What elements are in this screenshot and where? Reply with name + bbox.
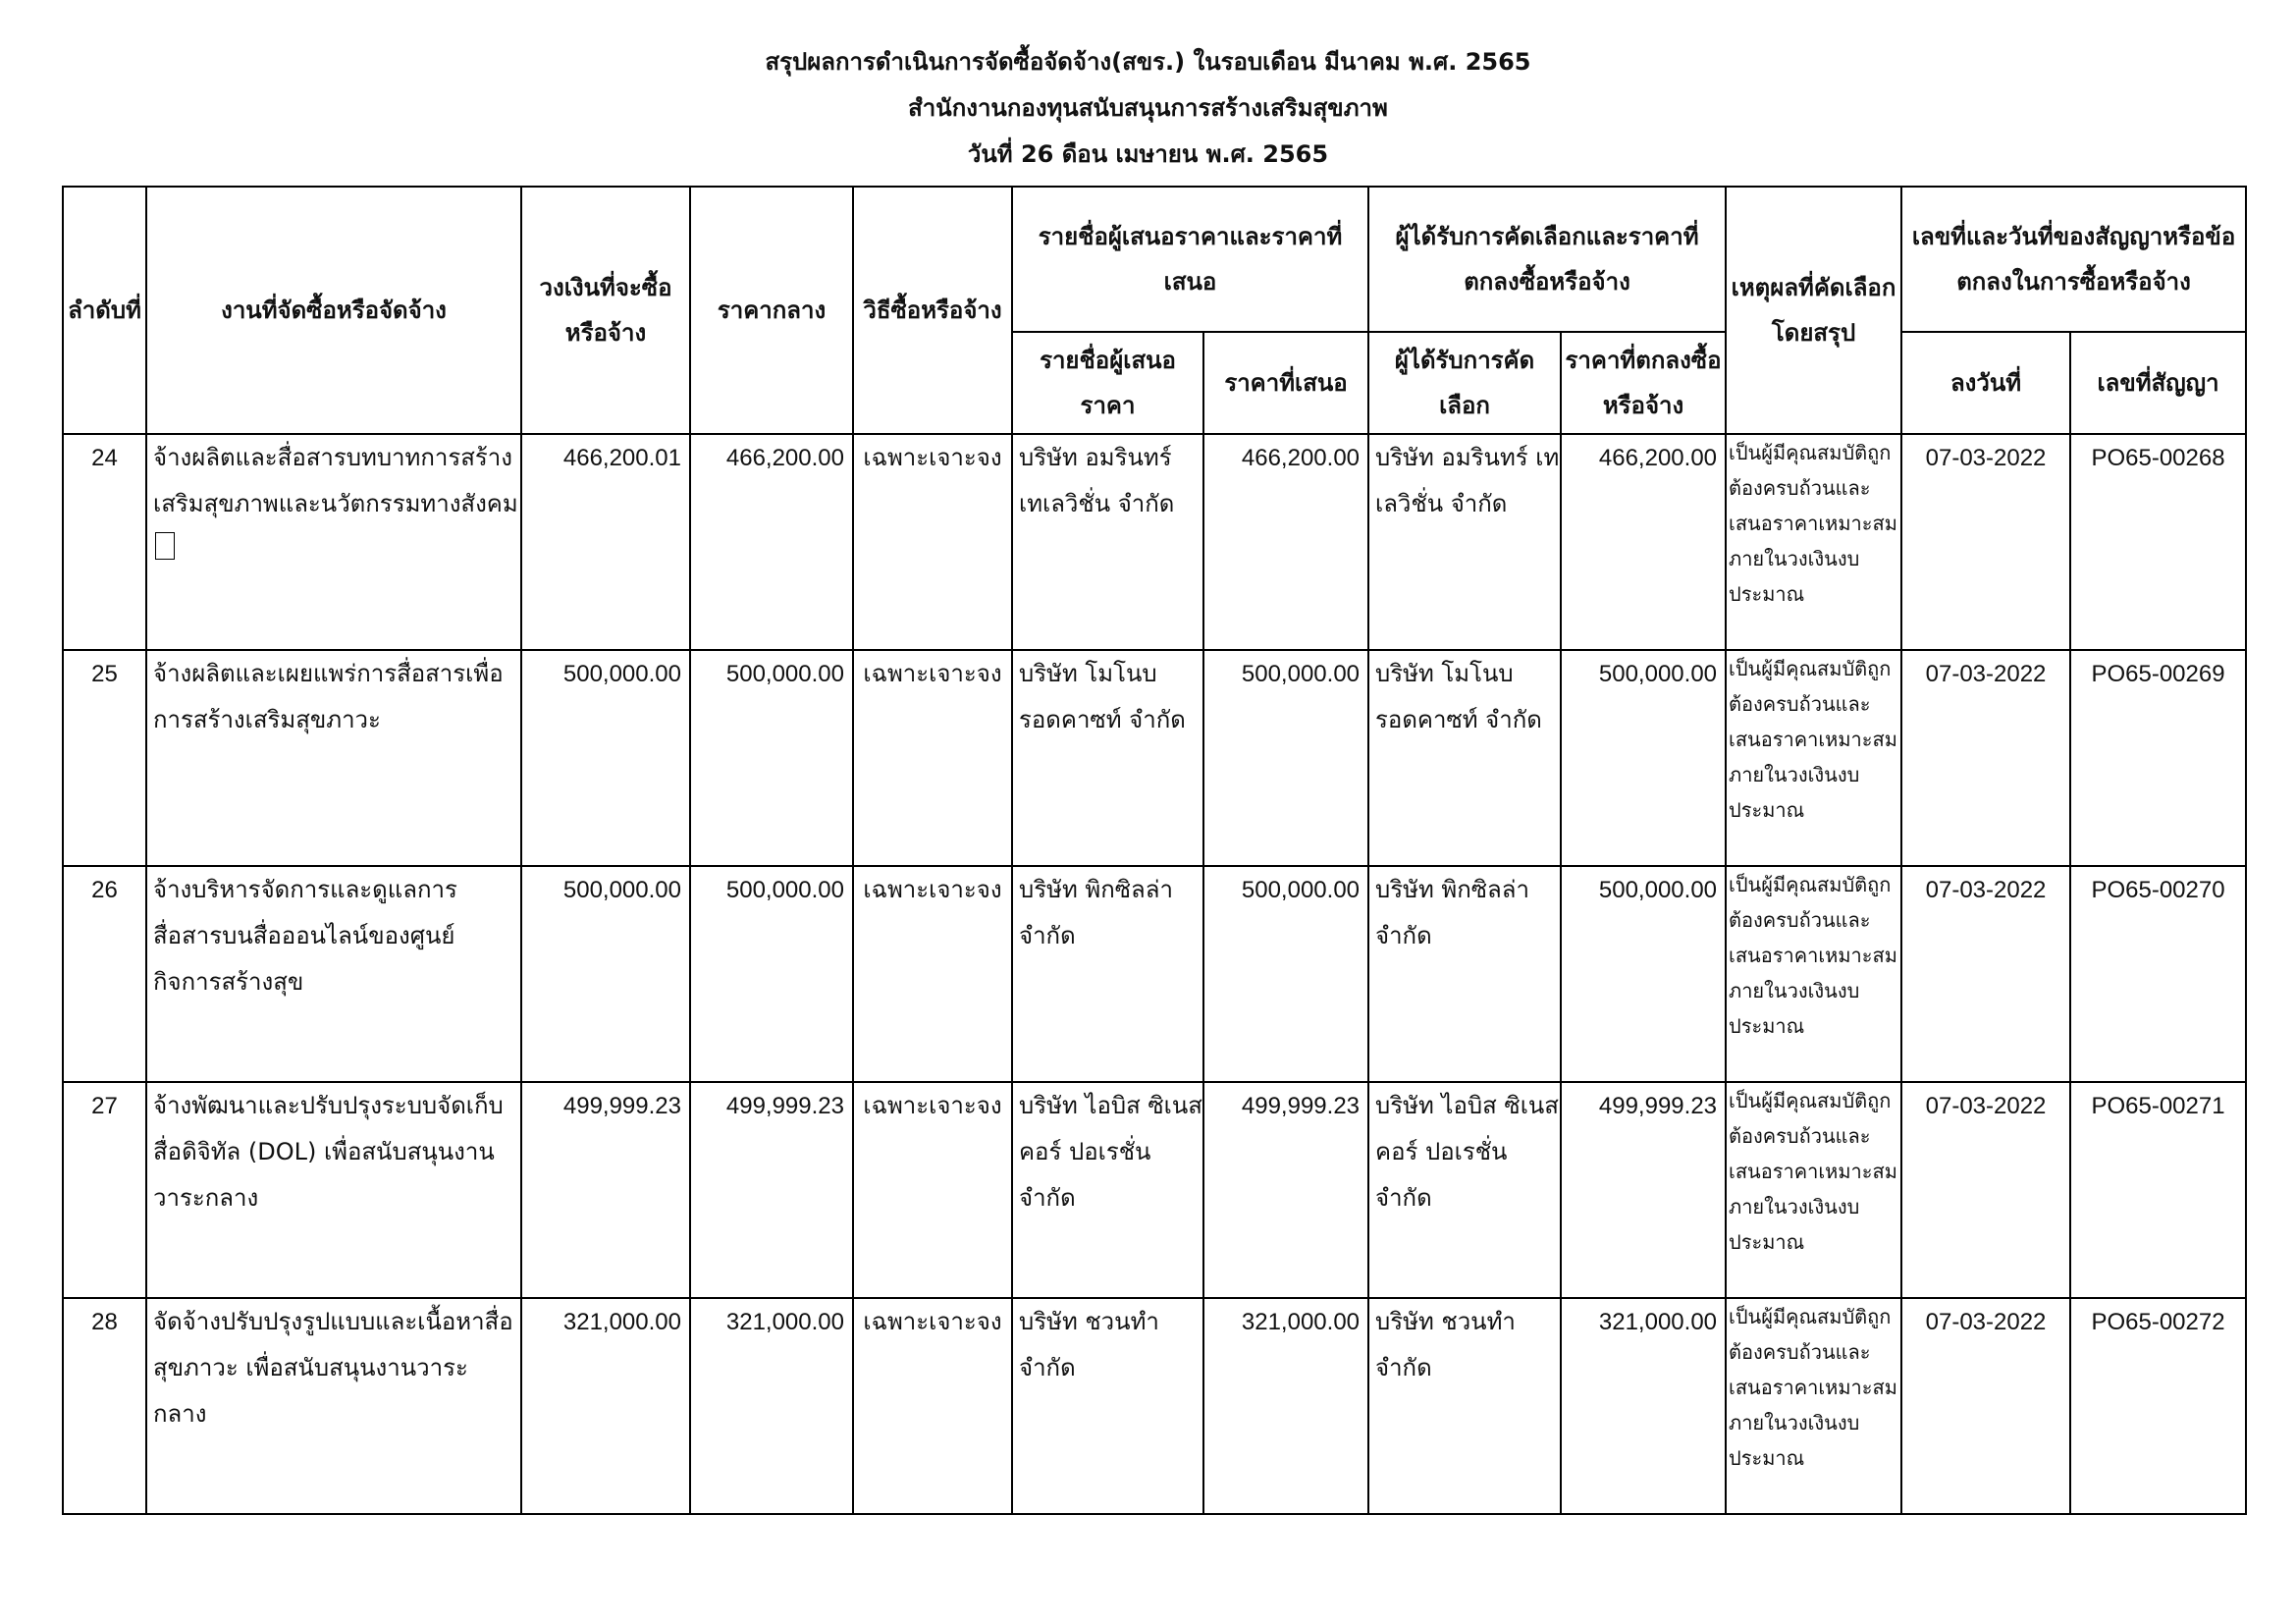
col-header-budget: วงเงินที่จะซื้อหรือจ้าง	[521, 187, 690, 434]
cell-work-text: จ้างผลิตและสื่อสารบทบาทการสร้างเสริมสุขภาพและนวัตกรรมทางสังคม	[153, 444, 518, 517]
col-header-agreed-price: ราคาที่ตกลงซื้อหรือจ้าง	[1561, 332, 1726, 434]
cell-budget: 500,000.00	[521, 650, 690, 866]
cell-bid-price: 499,999.23	[1203, 1082, 1368, 1298]
cell-median: 321,000.00	[690, 1298, 853, 1514]
cell-no: 28	[63, 1298, 146, 1514]
cell-contract-no: PO65-00272	[2070, 1298, 2246, 1514]
cell-contract-no: PO65-00268	[2070, 434, 2246, 650]
col-header-no: ลำดับที่	[63, 187, 146, 434]
col-header-contract-no: เลขที่สัญญา	[2070, 332, 2246, 434]
cell-bidder: บริษัท ไอบิส ซิเนส คอร์ ปอเรชั่น จำกัด	[1012, 1082, 1203, 1298]
cell-budget: 466,200.01	[521, 434, 690, 650]
cell-date: 07-03-2022	[1901, 1298, 2070, 1514]
cell-no: 27	[63, 1082, 146, 1298]
cell-median: 500,000.00	[690, 650, 853, 866]
cell-date: 07-03-2022	[1901, 866, 2070, 1082]
cell-agreed-price: 466,200.00	[1561, 434, 1726, 650]
cell-no: 26	[63, 866, 146, 1082]
header-date: วันที่ 26 ดือน เมษายน พ.ศ. 2565	[967, 140, 1329, 168]
cell-reason: เป็นผู้มีคุณสมบัติถูกต้องครบถ้วนและเสนอราคาเหมาะสมภายในวงเงินงบประมาณ	[1726, 1298, 1901, 1514]
cell-selected: บริษัท โมโนบ รอดคาซท์ จำกัด	[1368, 650, 1561, 866]
cell-bid-price: 466,200.00	[1203, 434, 1368, 650]
col-header-selected-name: ผู้ได้รับการคัดเลือก	[1368, 332, 1561, 434]
header-organization: สำนักงานกองทุนสนับสนุนการสร้างเสริมสุขภาพ	[908, 94, 1388, 122]
cell-budget: 500,000.00	[521, 866, 690, 1082]
table-row	[63, 650, 2246, 866]
cell-agreed-price: 499,999.23	[1561, 1082, 1726, 1298]
cell-method: เฉพาะเจาะจง	[853, 1298, 1012, 1514]
cell-budget: 321,000.00	[521, 1298, 690, 1514]
cell-reason: เป็นผู้มีคุณสมบัติถูกต้องครบถ้วนและเสนอราคาเหมาะสมภายในวงเงินงบประมาณ	[1726, 1082, 1901, 1298]
cell-median: 500,000.00	[690, 866, 853, 1082]
cell-method: เฉพาะเจาะจง	[853, 434, 1012, 650]
cell-budget: 499,999.23	[521, 1082, 690, 1298]
cell-bidder: บริษัท ชวนทำ จำกัด	[1012, 1298, 1203, 1514]
cell-agreed-price: 500,000.00	[1561, 650, 1726, 866]
cell-work	[146, 434, 521, 650]
col-header-bid-price: ราคาที่เสนอ	[1203, 332, 1368, 434]
cell-no: 25	[63, 650, 146, 866]
table-row	[63, 434, 2246, 650]
cell-method: เฉพาะเจาะจง	[853, 1082, 1012, 1298]
col-header-median: ราคากลาง	[690, 187, 853, 434]
cell-agreed-price: 500,000.00	[1561, 866, 1726, 1082]
cell-median: 499,999.23	[690, 1082, 853, 1298]
cell-date: 07-03-2022	[1901, 650, 2070, 866]
col-header-work: งานที่จัดซื้อหรือจัดจ้าง	[146, 187, 521, 434]
cell-work: จ้างผลิตและเผยแพร่การสื่อสารเพื่อการสร้างเสริมสุขภาวะ	[146, 650, 521, 866]
document-header	[0, 39, 2296, 178]
cell-contract-no: PO65-00270	[2070, 866, 2246, 1082]
cell-reason: เป็นผู้มีคุณสมบัติถูกต้องครบถ้วนและเสนอราคาเหมาะสมภายในวงเงินงบประมาณ	[1726, 650, 1901, 866]
cell-work: จัดจ้างปรับปรุงรูปแบบและเนื้อหาสื่อสุขภาวะ เพื่อสนับสนุนงานวาระกลาง	[146, 1298, 521, 1514]
cell-bid-price: 321,000.00	[1203, 1298, 1368, 1514]
cell-work: จ้างพัฒนาและปรับปรุงระบบจัดเก็บสื่อดิจิทัล (DOL) เพื่อสนับสนุนงานวาระกลาง	[146, 1082, 521, 1298]
cell-selected: บริษัท พิกซิลล่า จำกัด	[1368, 866, 1561, 1082]
col-header-bidders-group: รายชื่อผู้เสนอราคาและราคาที่เสนอ	[1012, 187, 1368, 332]
table-row	[63, 1298, 2246, 1514]
cell-date: 07-03-2022	[1901, 434, 2070, 650]
cell-agreed-price: 321,000.00	[1561, 1298, 1726, 1514]
cell-bid-price: 500,000.00	[1203, 866, 1368, 1082]
col-header-bidder-name: รายชื่อผู้เสนอราคา	[1012, 332, 1203, 434]
cell-bidder: บริษัท พิกซิลล่า จำกัด	[1012, 866, 1203, 1082]
cell-median: 466,200.00	[690, 434, 853, 650]
cell-bid-price: 500,000.00	[1203, 650, 1368, 866]
cell-bidder: บริษัท อมรินทร์ เทเลวิชั่น จำกัด	[1012, 434, 1203, 650]
cell-contract-no: PO65-00271	[2070, 1082, 2246, 1298]
cell-method: เฉพาะเจาะจง	[853, 866, 1012, 1082]
header-title: สรุปผลการดำเนินการจัดซื้อจัดจ้าง(สขร.) ในรอบเดือน มีนาคม พ.ศ. 2565	[765, 48, 1531, 76]
table-body	[63, 434, 2246, 1514]
col-header-contract-group: เลขที่และวันที่ของสัญญาหรือข้อตกลงในการซื้อหรือจ้าง	[1901, 187, 2246, 332]
col-header-method: วิธีซื้อหรือจ้าง	[853, 187, 1012, 434]
procurement-table	[62, 186, 2247, 1515]
cell-selected: บริษัท อมรินทร์ เทเลวิชั่น จำกัด	[1368, 434, 1561, 650]
cell-selected: บริษัท ชวนทำ จำกัด	[1368, 1298, 1561, 1514]
table-header	[63, 187, 2246, 434]
cell-bidder: บริษัท โมโนบ รอดคาซท์ จำกัด	[1012, 650, 1203, 866]
cell-no: 24	[63, 434, 146, 650]
cell-reason: เป็นผู้มีคุณสมบัติถูกต้องครบถ้วนและเสนอราคาเหมาะสมภายในวงเงินงบประมาณ	[1726, 434, 1901, 650]
table-row	[63, 1082, 2246, 1298]
cell-date: 07-03-2022	[1901, 1082, 2070, 1298]
table-row	[63, 866, 2246, 1082]
col-header-selected-group: ผู้ได้รับการคัดเลือกและราคาที่ตกลงซื้อหรือจ้าง	[1368, 187, 1726, 332]
col-header-reason: เหตุผลที่คัดเลือกโดยสรุป	[1726, 187, 1901, 434]
cell-selected: บริษัท ไอบิส ซิเนส คอร์ ปอเรชั่น จำกัด	[1368, 1082, 1561, 1298]
cell-reason: เป็นผู้มีคุณสมบัติถูกต้องครบถ้วนและเสนอราคาเหมาะสมภายในวงเงินงบประมาณ	[1726, 866, 1901, 1082]
unknown-glyph-box	[155, 532, 175, 560]
cell-work: จ้างบริหารจัดการและดูแลการสื่อสารบนสื่อออนไลน์ของศูนย์กิจการสร้างสุข	[146, 866, 521, 1082]
col-header-date: ลงวันที่	[1901, 332, 2070, 434]
cell-method: เฉพาะเจาะจง	[853, 650, 1012, 866]
cell-contract-no: PO65-00269	[2070, 650, 2246, 866]
